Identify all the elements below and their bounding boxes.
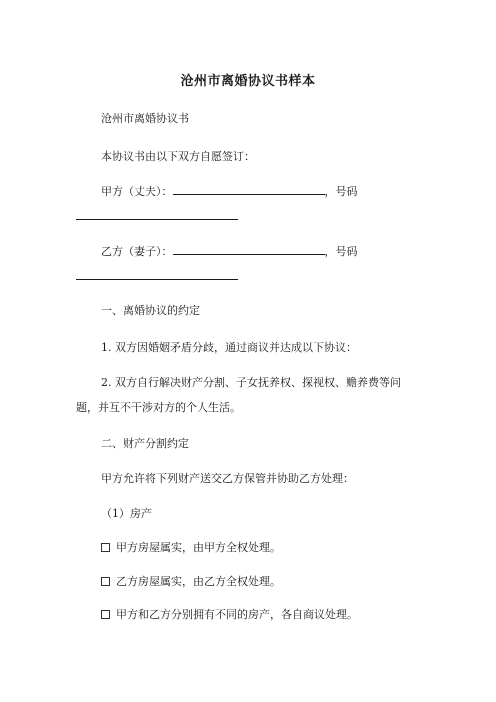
property-sub-heading: （1）房产 xyxy=(101,507,152,520)
item-2-line-2: 题，并互不干涉对方的个人生活。 xyxy=(76,401,241,414)
item-1: 1. 双方因婚姻矛盾分歧，通过商议并达成以下协议： xyxy=(101,341,357,354)
checkbox[interactable] xyxy=(101,577,110,586)
option-item xyxy=(101,541,281,555)
option-label: 甲方和乙方分别拥有不同的房产，各自商议处理。 xyxy=(116,608,358,621)
party-b-name-blank[interactable] xyxy=(173,243,325,255)
party-a-line xyxy=(101,183,358,199)
party-b-line xyxy=(101,243,358,259)
party-b-label: 乙方（妻子）： xyxy=(101,245,173,258)
party-b-id-label: ，号码 xyxy=(324,245,358,258)
checkbox[interactable] xyxy=(101,610,110,619)
option-label: 乙方房屋属实，由乙方全权处理。 xyxy=(116,575,281,588)
party-a-id-blank[interactable] xyxy=(76,208,238,220)
party-b-id-blank-line xyxy=(76,268,238,284)
option-item xyxy=(101,608,358,622)
document-subtitle: 沧州市离婚协议书 xyxy=(101,112,189,125)
intro-text: 本协议书由以下双方自愿签订： xyxy=(101,150,255,163)
party-b-id-blank[interactable] xyxy=(76,268,238,280)
option-label: 甲方房屋属实，由甲方全权处理。 xyxy=(116,541,281,554)
checkbox[interactable] xyxy=(101,543,110,552)
item-2-line-1: 2. 双方自行解决财产分割、子女抚养权、探视权、赡养费等问 xyxy=(101,376,401,389)
page-title: 沧州市离婚协议书样本 xyxy=(180,74,316,89)
option-item xyxy=(101,575,281,589)
property-intro: 甲方允许将下列财产送交乙方保管并协助乙方处理： xyxy=(101,472,354,485)
party-a-id-blank-line xyxy=(76,208,238,224)
party-a-name-blank[interactable] xyxy=(173,183,325,195)
party-a-id-label: ，号码 xyxy=(324,185,358,198)
section2-heading: 二、财产分割约定 xyxy=(101,437,189,450)
party-a-label: 甲方（丈夫）： xyxy=(101,185,173,198)
section1-heading: 一、离婚协议的约定 xyxy=(101,304,200,317)
